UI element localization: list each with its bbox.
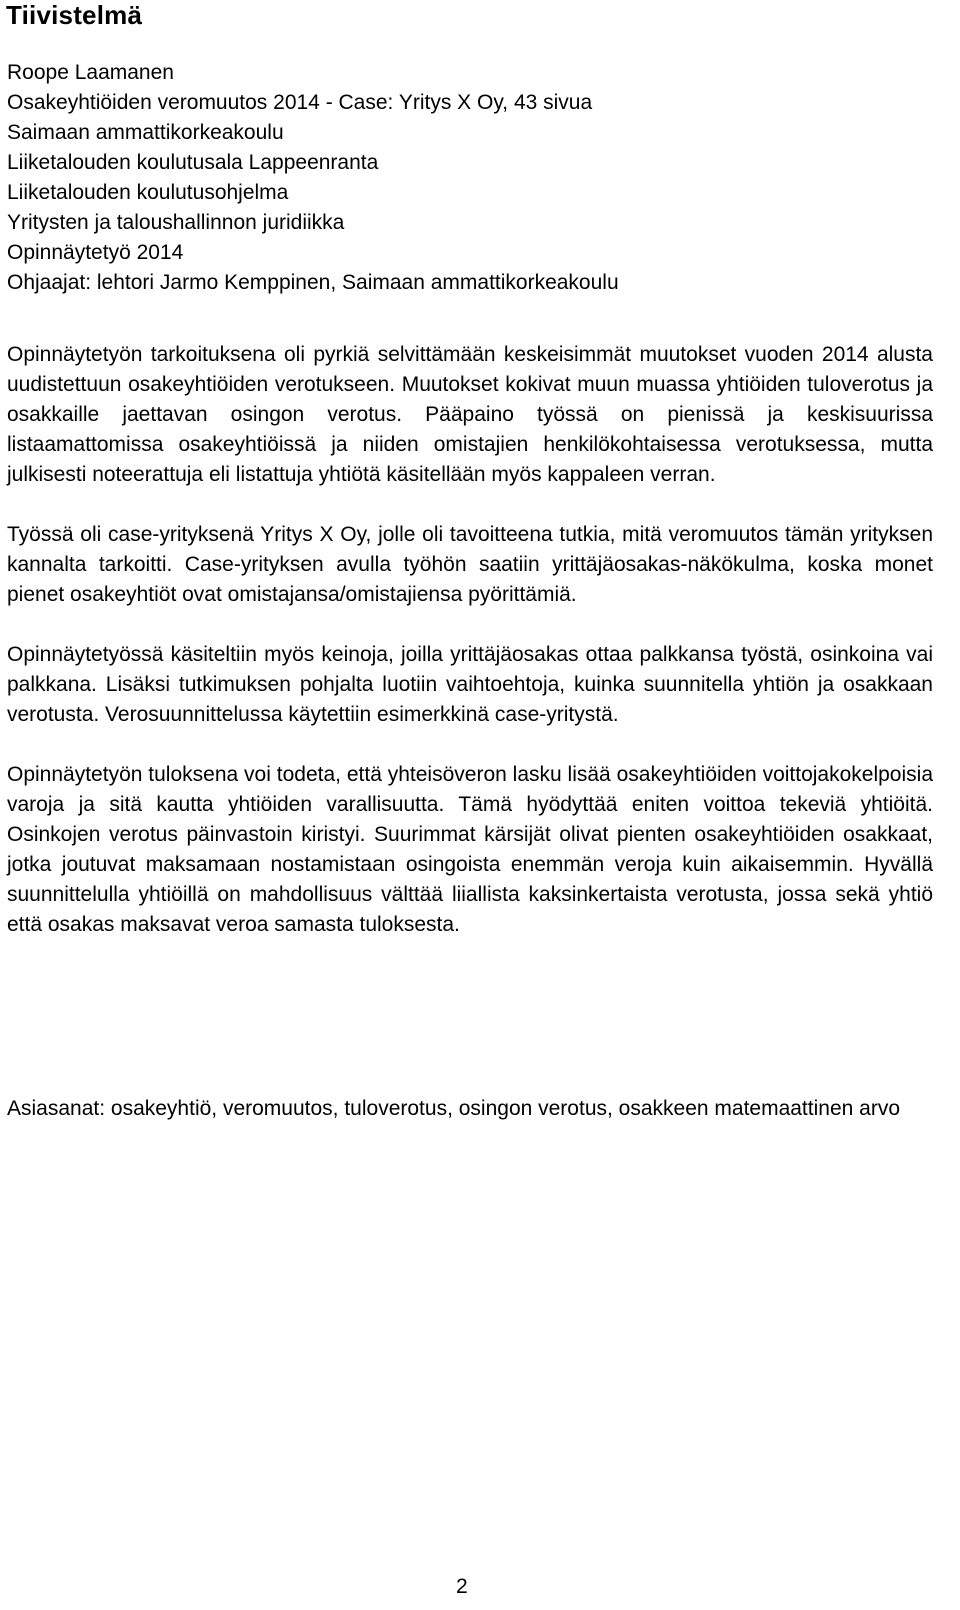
- thesis-year-line: Opinnäytetyö 2014: [7, 241, 184, 264]
- keywords-line: Asiasanat: osakeyhtiö, veromuutos, tuloverotus, osingon verotus, osakkeen matemaattinen arvo: [7, 1097, 900, 1120]
- degree-programme-line: Liiketalouden koulutusohjelma: [7, 181, 289, 204]
- thesis-metadata: [7, 58, 947, 298]
- page-title: Tiivistelmä: [6, 0, 143, 30]
- abstract-paragraph: Työssä oli case-yrityksenä Yritys X Oy, jolle oli tavoitteena tutkia, mitä veromuutos tämän yrityksen kannalta tarkoitti. Case-yrityksen avulla työhön saatiin yrittäjäosakas-näkökulma, koska monet pienet osakeyhtiöt ovat omistajansa/omistajiensa pyörittämiä.: [7, 523, 933, 606]
- thesis-title-line: Osakeyhtiöiden veromuutos 2014 - Case: Yritys X Oy, 43 sivua: [7, 91, 593, 114]
- abstract-paragraph: Opinnäytetyössä käsiteltiin myös keinoja, joilla yrittäjäosakas ottaa palkkansa työstä, osinkoina vai palkkana. Lisäksi tutkimuksen pohjalta luotiin vaihtoehtoja, kuinka suunnitella yhtiön ja osakkaan verotusta. Verosuunnittelussa käytettiin esimerkkinä case-yritystä.: [7, 643, 933, 726]
- specialisation-line: Yritysten ja taloushallinnon juridiikka: [7, 211, 345, 234]
- author-name: Roope Laamanen: [7, 61, 174, 84]
- field-of-study-line: Liiketalouden koulutusala Lappeenranta: [7, 151, 379, 174]
- abstract-paragraph: Opinnäytetyön tarkoituksena oli pyrkiä selvittämään keskeisimmät muutokset vuoden 2014 alusta uudistettuun osakeyhtiöiden verotukseen. Muutokset kokivat muun muassa yhtiöiden tuloverotus ja osakkaille jaettavan osingon verotus. Pääpaino työssä on pienissä ja keskisuurissa listaamattomissa osakeyhtiöissä ja niiden omistajien henkilökohtaisessa verotuksessa, mutta julkisesti noteerattuja eli listattuja yhtiötä käsitellään myös kappaleen verran.: [7, 343, 933, 486]
- institution-line: Saimaan ammattikorkeakoulu: [7, 121, 284, 144]
- supervisors-line: Ohjaajat: lehtori Jarmo Kemppinen, Saimaan ammattikorkeakoulu: [7, 271, 619, 294]
- abstract-body: [7, 340, 933, 970]
- abstract-paragraph: Opinnäytetyön tuloksena voi todeta, että yhteisöveron lasku lisää osakeyhtiöiden voittojakokelpoisia varoja ja sitä kautta yhtiöiden varallisuutta. Tämä hyödyttää eniten voittoa tekeviä yhtiöitä. Osinkojen verotus päinvastoin kiristyi. Suurimmat kärsijät olivat pienten osakeyhtiöiden osakkaat, jotka joutuvat maksamaan nostamistaan osingoista enemmän veroja kuin aikaisemmin. Hyvällä suunnittelulla yhtiöillä on mahdollisuus välttää liiallista kaksinkertaista verotusta, jossa sekä yhtiö että osakas maksavat veroa samasta tuloksesta.: [7, 763, 933, 936]
- page-number: 2: [456, 1575, 468, 1598]
